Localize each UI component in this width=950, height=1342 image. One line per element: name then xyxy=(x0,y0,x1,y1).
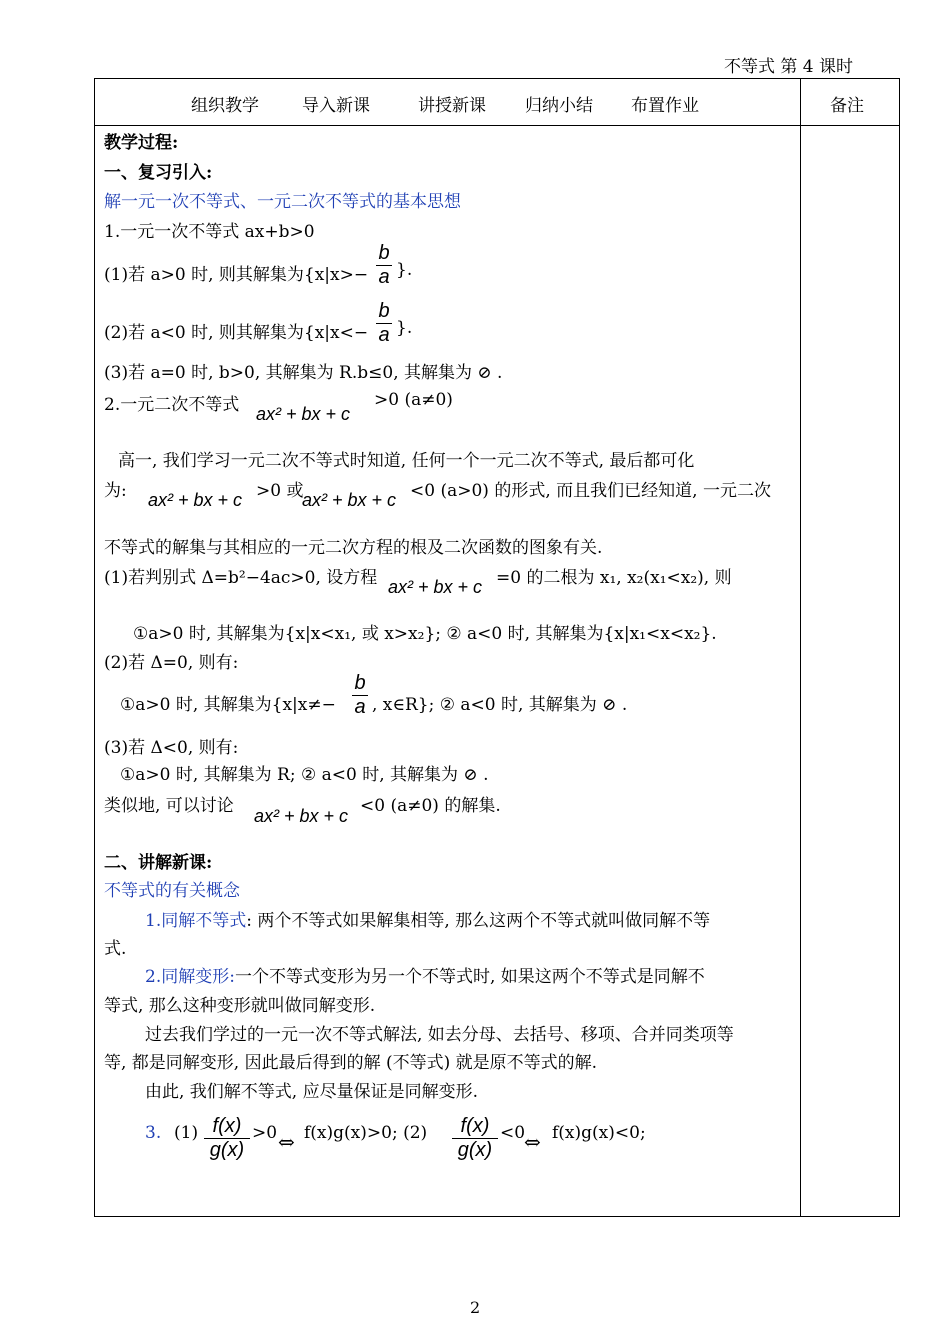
row-divider xyxy=(95,125,899,126)
nav-intro: 导入新课 xyxy=(302,96,370,116)
quadratic-expression: ax² + bx + c xyxy=(256,404,351,424)
negative-case-solutions: ①a>0 时, 其解集为 R; ② a<0 时, 其解集为 ⊘ . xyxy=(120,765,489,785)
paragraph-past-methods-end: 等, 都是同解变形, 因此最后得到的解 (不等式) 就是原不等式的解. xyxy=(104,1053,598,1073)
zero-case-end: , x∈R}; ② a<0 时, 其解集为 ⊘ . xyxy=(372,695,628,715)
item-3-part-1: (1) xyxy=(174,1123,199,1143)
similarly-text: 类似地, 可以讨论 xyxy=(104,796,234,816)
nav-homework: 布置作业 xyxy=(631,96,699,116)
page-number: 2 xyxy=(470,1298,481,1317)
linear-inequality: 1.一元一次不等式 ax+b>0 xyxy=(104,222,315,242)
iff-icon: ⇔ xyxy=(278,1130,295,1154)
positive-case-solutions: ①a>0 时, 其解集为{x|x<x₁, 或 x>x₂}; ② a<0 时, 其解集为{x|x₁<x<x₂}. xyxy=(133,624,717,644)
case-1-text: (1)若 a>0 时, 则其解集为{x|x>− xyxy=(104,265,369,285)
case-2-end: }. xyxy=(396,318,413,338)
column-divider xyxy=(800,79,801,1216)
discriminant-negative: (3)若 Δ<0, 则有: xyxy=(104,738,239,758)
discriminant-zero: (2)若 Δ=0, 则有: xyxy=(104,653,239,673)
definition-1-end: 式. xyxy=(104,939,127,959)
paragraph-past-methods: 过去我们学过的一元一次不等式解法, 如去分母、去括号、移项、合并同类项等 xyxy=(145,1025,734,1045)
section2-heading: 二、讲解新课: xyxy=(104,853,213,873)
product-negative: f(x)g(x)<0; xyxy=(552,1123,646,1143)
fraction-b-over-a: b a xyxy=(376,300,392,347)
case-1-end: }. xyxy=(396,260,413,280)
fraction-b-over-a: b a xyxy=(352,672,368,719)
page-header: 不等式 第 4 课时 xyxy=(724,57,854,77)
nav-organize: 组织教学 xyxy=(191,96,259,116)
quadratic-expression: ax² + bx + c xyxy=(254,806,349,826)
quadratic-expression: ax² + bx + c xyxy=(388,577,483,597)
paragraph-form-or: >0 或 xyxy=(256,481,304,501)
zero-case-text: ①a>0 时, 其解集为{x|x≠− xyxy=(120,695,336,715)
definition-equivalent-inequalities: 1.同解不等式: 两个不等式如果解集相等, 那么这两个不等式就叫做同解不等 xyxy=(145,911,711,931)
quadratic-inequality: 2.一元二次不等式 xyxy=(104,395,240,415)
fraction-b-over-a: b a xyxy=(376,242,392,289)
paragraph-form-start: 为: xyxy=(104,481,127,501)
paragraph-conclusion: 由此, 我们解不等式, 应尽量保证是同解变形. xyxy=(145,1082,479,1102)
similarly-end: <0 (a≠0) 的解集. xyxy=(360,796,501,816)
quadratic-expression: ax² + bx + c xyxy=(302,490,397,510)
process-title: 教学过程: xyxy=(104,133,179,153)
item-3-number: 3. xyxy=(145,1123,162,1143)
less-than-zero: <0 xyxy=(500,1123,526,1143)
nav-teach: 讲授新课 xyxy=(418,96,486,116)
fraction-f-over-g: f(x) g(x) xyxy=(452,1115,498,1162)
nav-summary: 归纳小结 xyxy=(525,96,593,116)
discriminant-roots: =0 的二根为 x₁, x₂(x₁<x₂), 则 xyxy=(496,568,732,588)
definition-2-end: 等式, 那么这种变形就叫做同解变形. xyxy=(104,996,376,1016)
case-3: (3)若 a=0 时, b>0, 其解集为 R.b≤0, 其解集为 ⊘ . xyxy=(104,363,503,383)
section1-subtitle: 解一元一次不等式、一元二次不等式的基本思想 xyxy=(104,192,461,212)
discriminant-positive: (1)若判别式 Δ=b²−4ac>0, 设方程 xyxy=(104,568,378,588)
paragraph-review: 高一, 我们学习一元二次不等式时知道, 任何一个一元二次不等式, 最后都可化 xyxy=(118,451,695,471)
iff-icon: ⇔ xyxy=(524,1130,541,1154)
section1-heading: 一、复习引入: xyxy=(104,163,213,183)
greater-than-zero: >0 xyxy=(252,1123,278,1143)
case-2-text: (2)若 a<0 时, 则其解集为{x|x<− xyxy=(104,323,369,343)
section2-subtitle: 不等式的有关概念 xyxy=(104,881,240,901)
definition-equivalent-transform: 2.同解变形:一个不等式变形为另一个不等式时, 如果这两个不等式是同解不 xyxy=(145,967,705,987)
paragraph-relation: 不等式的解集与其相应的一元二次方程的根及二次函数的图象有关. xyxy=(104,538,603,558)
paragraph-form-end: <0 (a>0) 的形式, 而且我们已经知道, 一元二次 xyxy=(410,481,771,501)
fraction-f-over-g: f(x) g(x) xyxy=(204,1115,250,1162)
product-positive: f(x)g(x)>0; (2) xyxy=(304,1123,428,1143)
quadratic-expression: ax² + bx + c xyxy=(148,490,243,510)
remarks-header: 备注 xyxy=(830,96,864,116)
quadratic-condition: >0 (a≠0) xyxy=(374,390,453,410)
